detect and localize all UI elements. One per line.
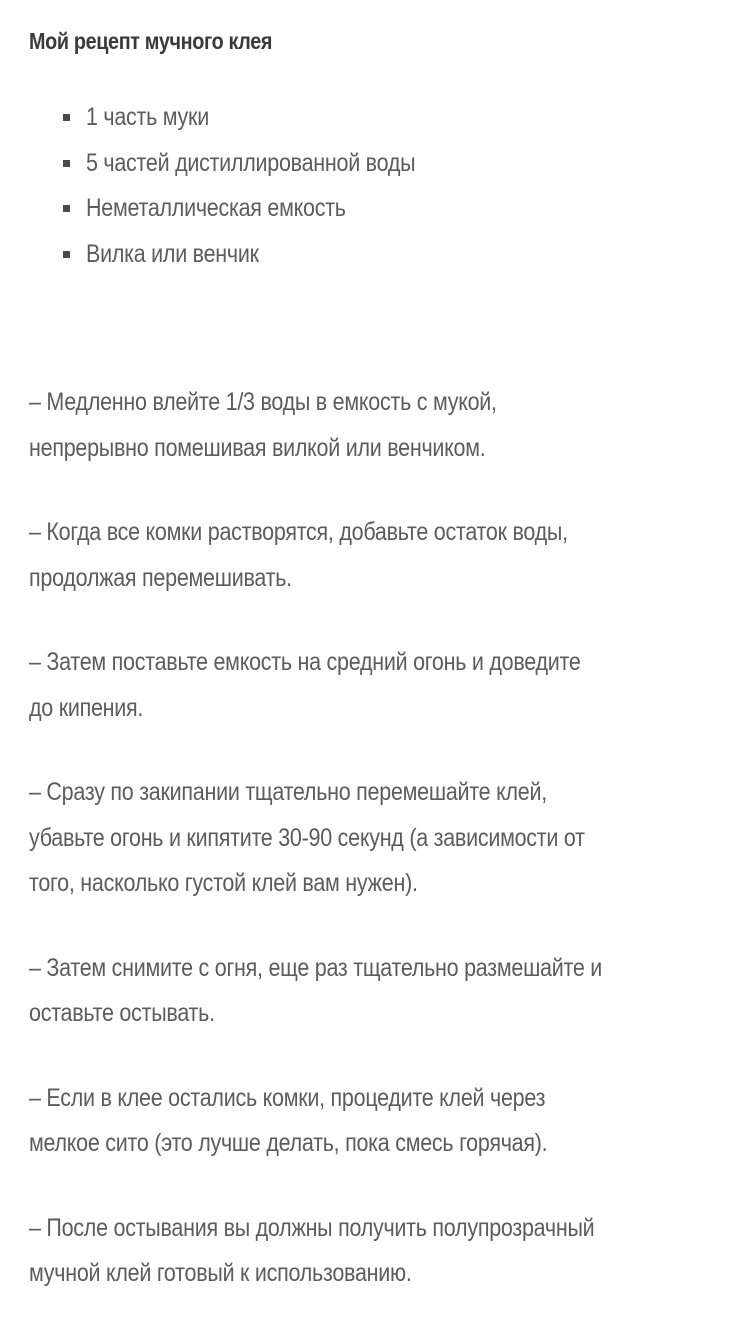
instruction-paragraph xyxy=(29,946,717,1037)
bullet-square-icon xyxy=(63,114,70,121)
paragraph-line: мелкое сито (это лучше делать, пока смесь горячая). xyxy=(29,1129,548,1157)
instruction-paragraph xyxy=(29,1206,717,1297)
instruction-paragraph xyxy=(29,770,717,907)
ingredient-item xyxy=(63,186,469,232)
paragraph-line: – Медленно влейте 1/3 воды в емкость с мукой, xyxy=(29,388,497,416)
paragraph-line: – После остывания вы должны получить полупрозрачный xyxy=(29,1213,595,1242)
paragraph-line: до кипения. xyxy=(29,693,144,722)
instruction-paragraph xyxy=(29,380,717,471)
ingredient-item xyxy=(63,141,469,187)
instruction-paragraph xyxy=(29,1076,717,1167)
paragraph-line: продолжая перемешивать. xyxy=(29,563,292,592)
bullet-square-icon xyxy=(63,160,70,167)
paragraph-line: – Сразу по закипании тщательно перемешайте клей, xyxy=(29,778,547,806)
paragraph-line: непрерывно помешивая вилкой или венчиком. xyxy=(29,433,486,462)
article-heading: Мой рецепт мучного клея xyxy=(29,28,273,54)
ingredient-text: 1 часть муки xyxy=(86,103,209,132)
ingredient-text: Вилка или венчик xyxy=(86,239,259,268)
paragraph-line: – Затем поставьте емкость на средний огонь и доведите xyxy=(29,648,581,676)
instruction-paragraph xyxy=(29,510,717,601)
ingredient-item xyxy=(63,232,469,278)
paragraph-line: мучной клей готовый к использованию. xyxy=(29,1259,412,1287)
ingredient-text: 5 частей дистиллированной воды xyxy=(86,148,416,177)
bullet-square-icon xyxy=(63,205,70,212)
instruction-paragraph xyxy=(29,640,717,731)
paragraph-line: убавьте огонь и кипятите 30-90 секунд (а зависимости от xyxy=(29,823,585,852)
ingredients-list xyxy=(63,95,469,277)
paragraph-line: – Когда все комки растворятся, добавьте остаток воды, xyxy=(29,518,568,546)
instructions xyxy=(29,380,744,1336)
paragraph-line: – Если в клее остались комки, процедите клей через xyxy=(29,1083,546,1112)
paragraph-line: оставьте остывать. xyxy=(29,999,215,1027)
ingredient-text: Неметаллическая емкость xyxy=(86,194,346,223)
ingredient-item xyxy=(63,95,469,141)
paragraph-line: того, насколько густой клей вам нужен). xyxy=(29,869,418,897)
bullet-square-icon xyxy=(63,251,70,258)
paragraph-line: – Затем снимите с огня, еще раз тщательно размешайте и xyxy=(29,953,603,982)
